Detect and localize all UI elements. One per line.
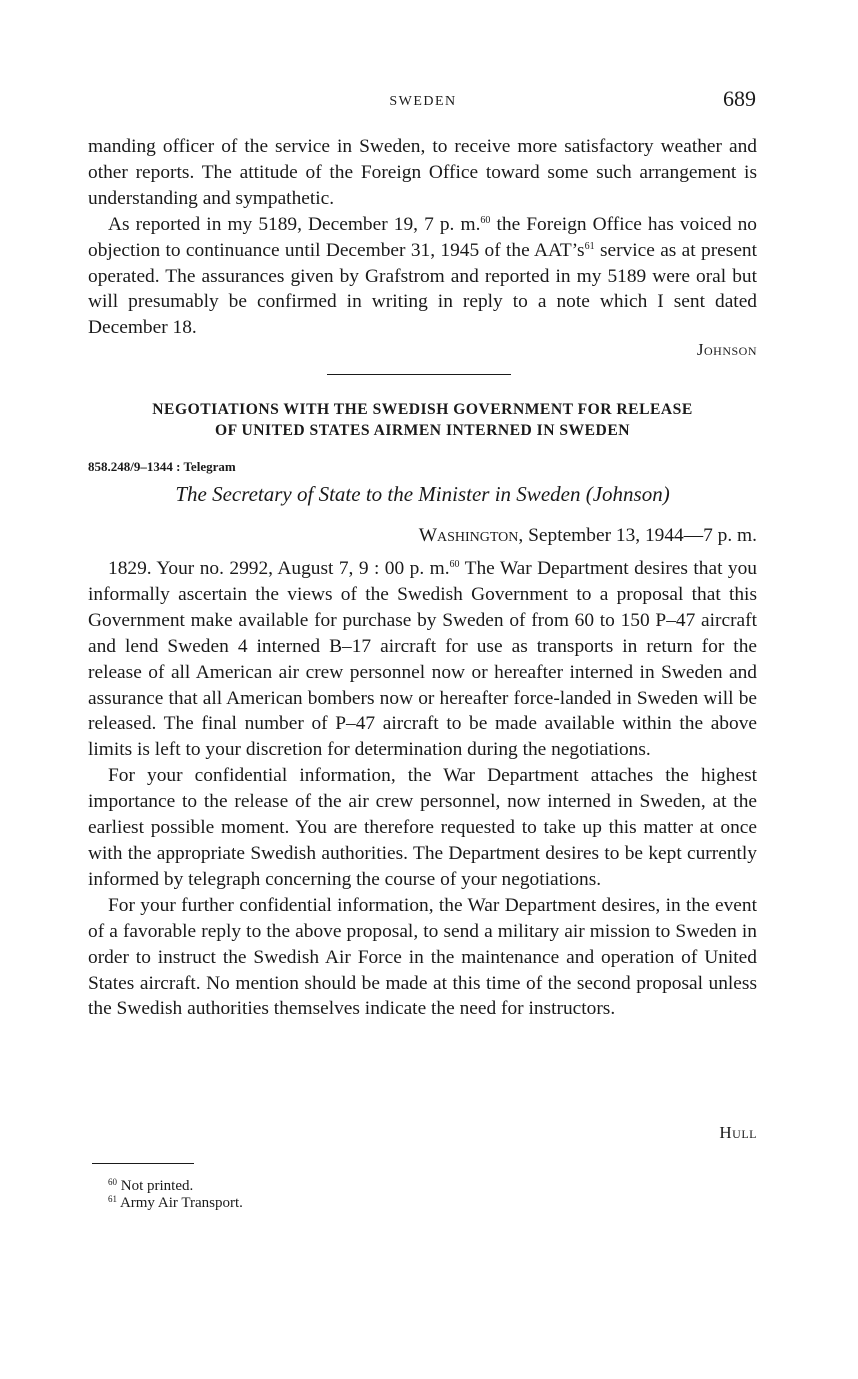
- paragraph-text: 1829. Your no. 2992, August 7, 9 : 00 p. m.: [108, 558, 450, 579]
- paragraph-text: the Foreign Office has voiced no objection to continuance until December 31, 1945 of the AAT’s: [88, 213, 757, 261]
- heading-line: OF UNITED STATES AIRMEN INTERNED IN SWEDEN: [215, 422, 630, 439]
- paragraph-further-confidential: For your further confidential information, the War Department desires, in the event of a favorable reply to the above proposal, to send a military air mission to Sweden in order to instruct the Swedish Air Force in the maintenance and operation of United States aircraft. No mention should be made at this time of the second proposal unless the Swedish authorities themselves indicate the need for instructors.: [88, 894, 757, 1020]
- footnotes: [108, 1178, 243, 1212]
- footnote-mark: 60: [108, 1177, 117, 1187]
- continued-paragraphs: [88, 134, 757, 341]
- footnote-ref: 60: [480, 214, 491, 226]
- dateline: [419, 525, 757, 547]
- footnote-text: Not printed.: [120, 1178, 194, 1194]
- page-number: 689: [723, 86, 756, 111]
- footnote-divider: [92, 1163, 194, 1164]
- footnote-mark: 61: [108, 1194, 117, 1204]
- footnote-ref: 61: [584, 240, 595, 252]
- file-reference: 858.248/9–1344 : Telegram: [88, 459, 236, 474]
- paragraph-text: service as at present operated. The assurances given by Grafstrom and reported in my 5189 were oral but will presumably be confirmed in writing in reply to a note which I sent dated December 18.: [88, 239, 758, 339]
- heading-line: NEGOTIATIONS WITH THE SWEDISH GOVERNMENT FOR RELEASE: [152, 401, 693, 418]
- footnote-61: [108, 1195, 243, 1212]
- running-head: [88, 86, 758, 116]
- paragraph-text: The War Department desires that you informally ascertain the views of the Swedish Government to a proposal that this Government make available for purchase by Sweden of from 60 to 150 P–47 aircraft and lend Sweden 4 interned B–17 aircraft for use as transports in return for the release of all American air crew personnel now or hereafter interned in Sweden and assurance that all American bombers now or hereafter force-landed in Sweden will be released. The final number of P–47 aircraft to be made available within the above limits is left to your discretion for determination during the negotiations.: [88, 558, 757, 761]
- footnote-text: Army Air Transport.: [119, 1195, 243, 1211]
- paragraph-text: As reported in my 5189, December 19, 7 p. m.: [108, 213, 481, 235]
- paragraph-confidential: For your confidential information, the War Department attaches the highest importance to the release of the air crew personnel, now interned in Sweden, at the earliest possible moment. You are therefore requested to take up this matter at once with the appropriate Swedish authorities. The Department desires to be kept currently informed by telegraph concerning the course of your negotiations.: [88, 765, 757, 890]
- signature-johnson: Johnson: [696, 340, 757, 359]
- footnote-ref: 60: [449, 559, 460, 570]
- running-title: SWEDEN: [389, 94, 457, 109]
- section-divider: [327, 374, 511, 375]
- dateline-place: Washington: [418, 525, 519, 546]
- footnote-60: [108, 1178, 243, 1195]
- section-heading: [88, 399, 757, 441]
- signature-hull: Hull: [719, 1123, 757, 1142]
- document-title: The Secretary of State to the Minister in Sweden (Johnson): [175, 482, 670, 506]
- paragraph-report: [88, 212, 757, 342]
- telegram-body: [88, 556, 757, 1022]
- dateline-date: , September 13, 1944—7 p. m.: [518, 525, 757, 546]
- paragraph-1829: [88, 556, 757, 763]
- paragraph-continued: manding officer of the service in Sweden, to receive more satisfactory weather and other reports. The attitude of the Foreign Office toward some such arrangement is understanding and sympathetic.: [88, 136, 757, 209]
